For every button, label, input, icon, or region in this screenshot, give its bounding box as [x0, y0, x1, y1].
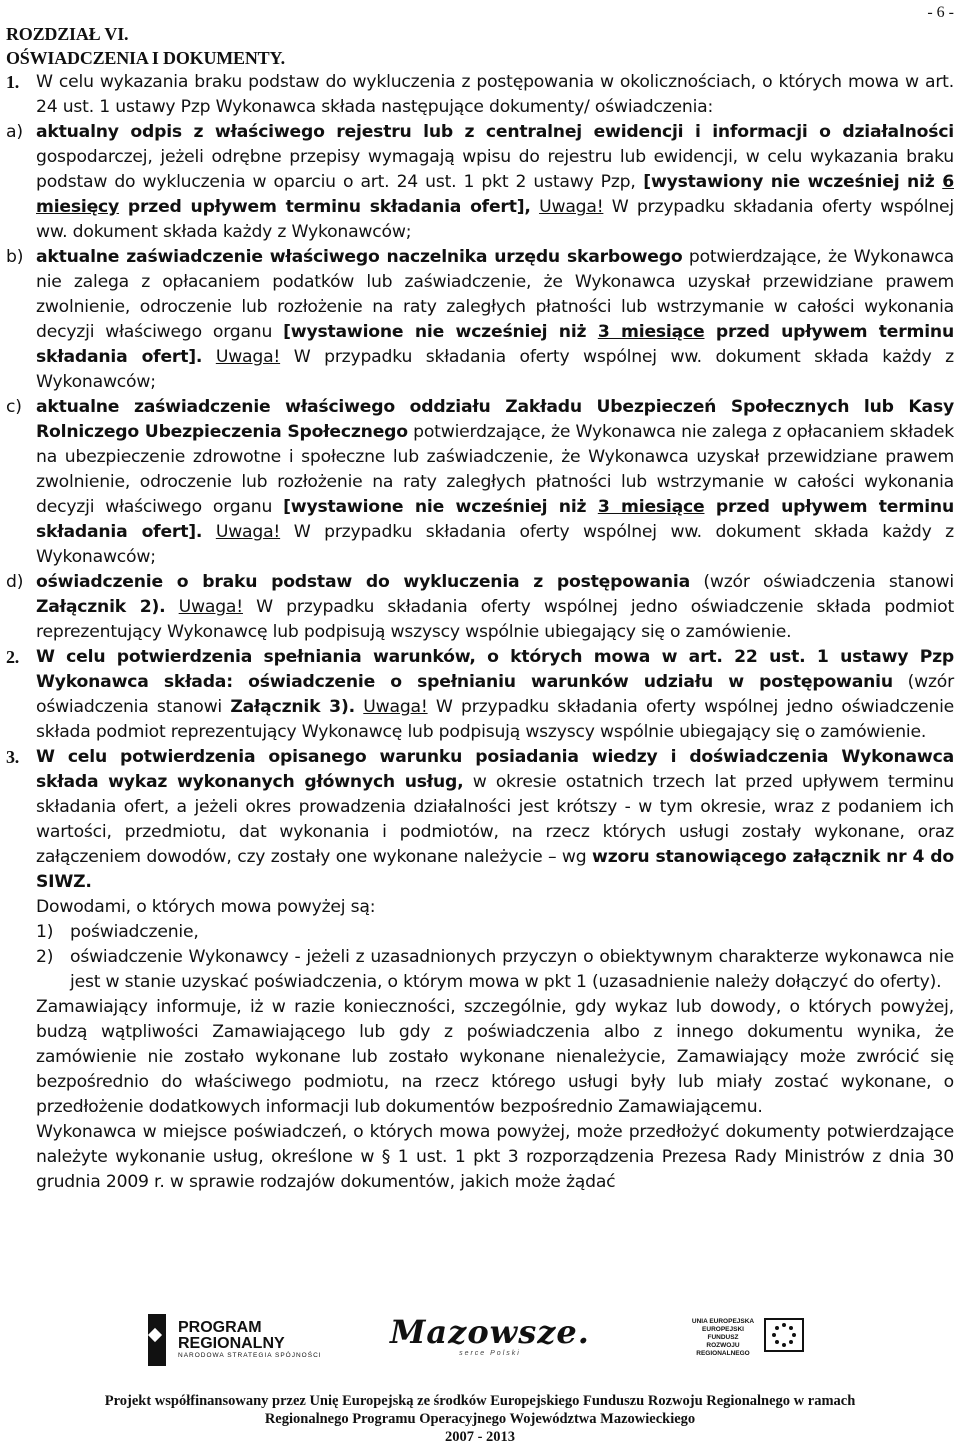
item-label: a) [6, 122, 23, 142]
footer-line: Regionalnego Programu Operacyjnego Województwa Mazowieckiego [264, 1411, 696, 1427]
item-b-period: 3 miesiące [597, 322, 705, 342]
item-d [6, 570, 954, 645]
logo-text: ROZWOJU REGIONALNEGO [696, 1342, 750, 1357]
logo-text: REGIONALNY [178, 1335, 285, 1352]
item-label: c) [6, 397, 22, 417]
section-3-text [36, 745, 954, 1195]
document-body [6, 22, 954, 1195]
section-2-note: W przypadku składania oferty wspólnej jedno oświadczenie składa podmiot reprezentujący Wykonawcę lub podpisują wszyscy wspólnie ubiegający się o zamówienie. [36, 697, 955, 742]
item-d-text [36, 570, 954, 645]
section-number: 3. [6, 747, 20, 767]
uwaga-note: Uwaga! [178, 597, 243, 617]
section-2-body: (wzór oświadczenia stanowi [36, 672, 954, 717]
proofs-intro: Dowodami, o których mowa powyżej są: [36, 897, 376, 917]
section-2-text [36, 645, 954, 745]
footer-line: Projekt współfinansowany przez Unię Europejską ze środków Europejskiego Funduszu Rozwoju Regionalnego w ramach [104, 1393, 856, 1409]
item-c-period: 3 miesiące [597, 497, 705, 517]
list-item [36, 920, 954, 945]
section-number: 2. [6, 647, 20, 667]
item-c [6, 395, 954, 570]
footer-text [0, 1392, 960, 1446]
item-a-note: W przypadku składania oferty wspólnej ww. dokument składa każdy z Wykonawców; [36, 197, 955, 242]
logo-text: EUROPEJSKI FUNDUSZ [702, 1326, 744, 1341]
logo-text: UNIA EUROPEJSKA [691, 1318, 755, 1325]
eu-flag-icon [764, 1318, 804, 1352]
section-3-bold2: wzoru stanowiącego załącznik nr 4 do SIWZ. [36, 847, 954, 892]
item-c-note: W przypadku składania oferty wspólnej ww. dokument składa każdy z Wykonawców; [36, 522, 955, 567]
item-a-bold: aktualny odpis z właściwego rejestru lub z centralnej ewidencji i informacji o działalności [36, 122, 954, 142]
item-b-bold3: przed upływem terminu składania ofert]. [36, 322, 955, 367]
paragraph: Zamawiający informuje, iż w razie konieczności, szczególnie, gdy wykaz lub dowody, o których powyżej, budzą wątpliwości Zamawiającego lub gdy z poświadczenia albo z innego dokumentu wynika, że zamówienie nie zostało wykonane lub zostało wykonane nienależycie, Zamawiający może zwrócić się bezpośrednio do właściwego podmiotu, na rzecz którego usługi były lub miały zostać wykonane, o przedłożenie dodatkowych informacji lub dokumentów bezpośrednio Zamawiającemu. [36, 997, 954, 1117]
uwaga-note: Uwaga! [539, 197, 604, 217]
section-2-bold2: Załącznik 3). [230, 697, 355, 717]
item-c-bold2: [wystawione nie wcześniej niż [283, 497, 598, 517]
item-a-bold3: przed upływem terminu składania ofert], [119, 197, 531, 217]
list-number: 1) [36, 922, 54, 942]
uwaga-note: Uwaga! [215, 347, 281, 367]
item-a-body: gospodarczej, jeżeli odrębne przepisy wymagają wpisu do rejestru lub ewidencji, w celu wykazania braku podstaw do wykluczenia w oparciu o art. 24 ust. 1 pkt 2 ustawy Pzp, [36, 147, 954, 192]
section-1-text: W celu wykazania braku podstaw do wykluczenia z postępowania w okolicznościach, o których mowa w art. 24 ust. 1 ustawy Pzp Wykonawca składa następujące dokumenty/ oświadczenia: [36, 72, 954, 117]
logo-text: Mazowsze. [390, 1313, 590, 1351]
item-a-bold2: [wystawiony nie wcześniej niż [635, 172, 943, 192]
item-c-bold: aktualne zaświadczenie właściwego oddziału Zakładu Ubezpieczeń Społecznych lub Kasy Rolniczego Ubezpieczenia Społecznego [36, 397, 954, 442]
uwaga-note: Uwaga! [363, 697, 428, 717]
item-b-bold2: [wystawione nie wcześniej niż [283, 322, 598, 342]
item-label: d) [6, 572, 24, 592]
section-number: 1. [6, 72, 20, 92]
section-1 [6, 70, 954, 120]
item-d-body: (wzór oświadczenia stanowi [690, 572, 954, 592]
section-3 [6, 745, 954, 1195]
paragraph: Wykonawca w miejsce poświadczeń, o których mowa powyżej, może przedłożyć dokumenty potwierdzające należyte wykonanie usług, określone w § 1 ust. 1 pkt 3 rozporządzenia Prezesa Rady Ministrów z dnia 30 grudnia 2009 r. w sprawie rodzajów dokumentów, jakich może żądać [36, 1122, 954, 1192]
logo-strip [0, 1308, 960, 1378]
flag-icon [148, 1314, 166, 1366]
item-label: b) [6, 247, 24, 267]
item-d-bold: oświadczenie o braku podstaw do wykluczenia z postępowania [36, 572, 691, 592]
item-c-body: potwierdzające, że Wykonawca nie zalega z opłacaniem składek na ubezpieczenie zdrowotne i społeczne lub zaświadczenie, że Wykonawca uzyskał przewidziane prawem zwolnienie, odroczenie lub rozłożenie na raty zaległych płatności lub wstrzymanie w całości wykonania decyzji właściwego organu [36, 422, 954, 517]
list-number: 2) [36, 947, 54, 967]
item-d-note: W przypadku składania oferty wspólnej jedno oświadczenie składa podmiot reprezentujący Wykonawcę lub podpisują wszyscy wspólnie ubiegający się o zamówienie. [36, 597, 955, 642]
logo-text: PROGRAM [178, 1319, 262, 1336]
section-3-bold: W celu potwierdzenia opisanego warunku posiadania wiedzy i doświadczenia Wykonawca składa wykaz wykonanych głównych usług, [36, 747, 954, 792]
item-b-text [36, 245, 954, 395]
item-b-body: potwierdzające, że Wykonawca nie zalega z opłacaniem podatków lub zaświadczenie, że Wykonawca uzyskał przewidziane prawem zwolnienie, odroczenie lub rozłożenie na raty zaległych płatności lub wstrzymanie w całości wykonania decyzji właściwego organu [36, 247, 955, 342]
list-item [36, 945, 954, 995]
footer-line: 2007 - 2013 [444, 1429, 516, 1445]
section-2-bold: W celu potwierdzenia spełniania warunków, o których mowa w art. 22 ust. 1 ustawy Pzp Wykonawca składa: oświadczenie o spełnianiu warunków udziału w postępowaniu [36, 647, 954, 692]
list-text: oświadczenie Wykonawcy - jeżeli z uzasadnionych przyczyn o obiektywnym charakterze wykonawca nie jest w stanie uzyskać poświadczenia, o którym mowa w pkt 1 (uzasadnienie należy dołączyć do oferty). [70, 947, 954, 992]
section-3-body: w okresie ostatnich trzech lat przed upływem terminu składania ofert, a jeżeli okres prowadzenia działalności jest krótszy - w tym okresie, wraz z podaniem ich wartości, przedmiotu, dat wykonania i podmiotów, na rzecz których usługi zostały wykonane, oraz załączeniem dowodów, czy zostały one wykonane należycie – wg [36, 772, 954, 867]
item-b-note: W przypadku składania oferty wspólnej ww. dokument składa każdy z Wykonawców; [36, 347, 955, 392]
page-number: - 6 - [927, 4, 954, 21]
item-c-text [36, 395, 954, 570]
logo-text: NARODOWA STRATEGIA SPÓJNOŚCI [178, 1352, 322, 1359]
item-a-period: 6 miesięcy [36, 172, 954, 217]
chapter-title: OŚWIADCZENIA I DOKUMENTY. [6, 48, 285, 68]
item-b-bold: aktualne zaświadczenie właściwego naczelnika urzędu skarbowego [36, 247, 683, 267]
chapter-heading: ROZDZIAŁ VI. [6, 24, 129, 44]
item-b [6, 245, 954, 395]
section-2 [6, 645, 954, 745]
program-regionalny-logo [148, 1314, 322, 1366]
logo-text: serce Polski [459, 1350, 521, 1357]
eu-logo [688, 1318, 804, 1358]
item-a-text [36, 120, 954, 245]
mazowsze-logo [390, 1314, 590, 1358]
item-c-bold3: przed upływem terminu składania ofert]. [36, 497, 955, 542]
item-a [6, 120, 954, 245]
list-text: poświadczenie, [70, 922, 199, 942]
uwaga-note: Uwaga! [215, 522, 281, 542]
item-d-bold2: Załącznik 2). [36, 597, 166, 617]
